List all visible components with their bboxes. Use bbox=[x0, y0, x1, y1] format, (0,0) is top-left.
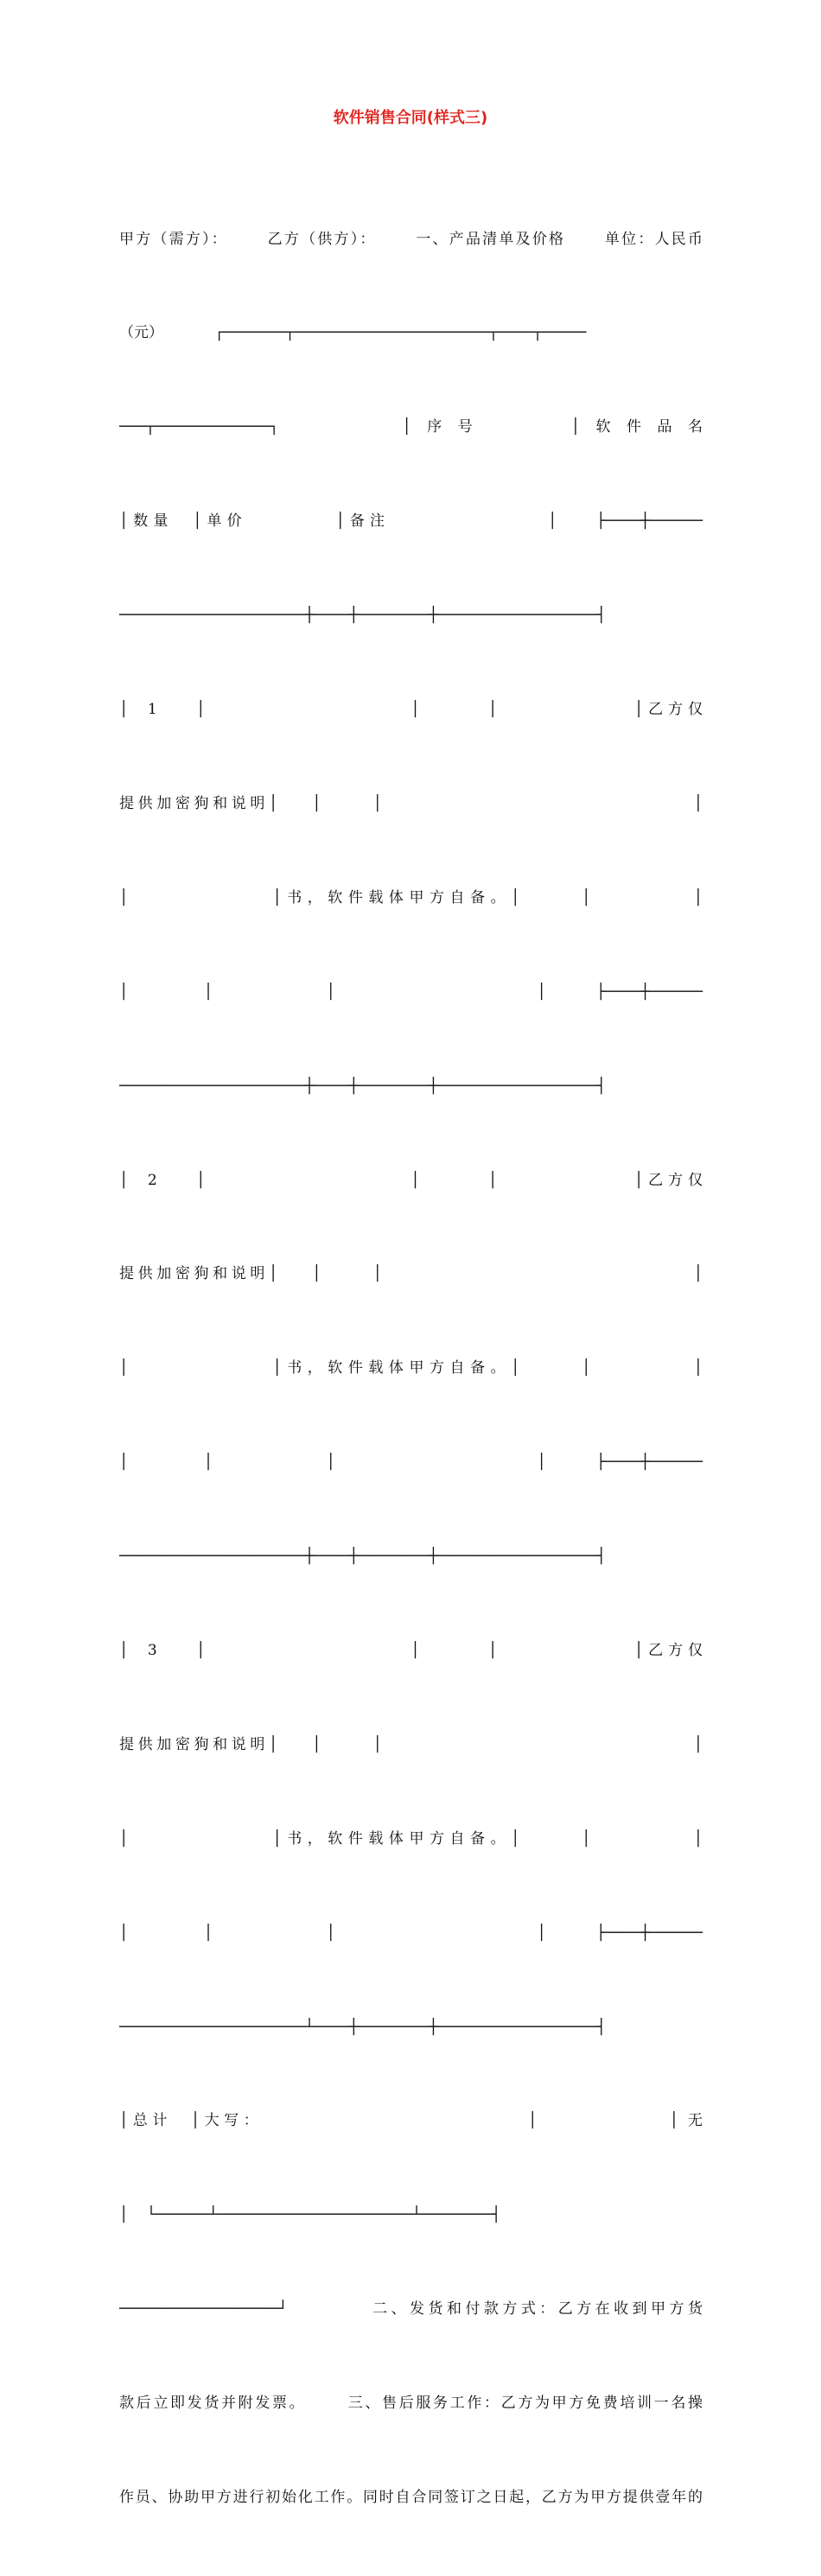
body-line-23: ──────────────────┘ 二、发货和付款方式：乙方在收到甲方货 bbox=[119, 2300, 703, 2318]
body-line-2: （元） ┌───────┬──────────────────────┬────┬───── bbox=[119, 324, 587, 342]
body-line-5: ─────────────────────┼────┼────────┼──────────────────┤ bbox=[119, 607, 606, 625]
body-line-11: │ 2 │ │ │ │乙方仅 bbox=[119, 1171, 703, 1189]
body-line-8: │ │书，软件载体甲方自备。│ │ │ bbox=[119, 888, 703, 906]
body-line-17: 提供加密狗和说明│ │ │ │ bbox=[119, 1735, 703, 1753]
body-line-16: │ 3 │ │ │ │乙方仅 bbox=[119, 1641, 703, 1659]
document-body bbox=[119, 161, 703, 2576]
body-line-10: ─────────────────────┼────┼────────┼──────────────────┤ bbox=[119, 1077, 606, 1095]
body-line-4: │数量 │单价 │备注 │ ├────┼────── bbox=[119, 512, 703, 531]
body-line-24: 款后立即发货并附发票。 三、售后服务工作：乙方为甲方免费培训一名操 bbox=[119, 2395, 703, 2413]
body-line-1: 甲方（需方）： 乙方（供方）： 一、产品清单及价格 单位：人民币 bbox=[119, 230, 703, 248]
body-line-15: ─────────────────────┼────┼────────┼──────────────────┤ bbox=[119, 1548, 606, 1566]
body-line-14: │ │ │ │ ├────┼────── bbox=[119, 1453, 703, 1472]
body-line-6: │ 1 │ │ │ │乙方仅 bbox=[119, 701, 703, 719]
body-line-13: │ │书，软件载体甲方自备。│ │ │ bbox=[119, 1359, 703, 1377]
body-line-9: │ │ │ │ ├────┼────── bbox=[119, 983, 703, 1001]
body-line-20: ─────────────────────┴────┼────────┼──────────────────┤ bbox=[119, 2018, 606, 2036]
body-line-21: │总计 │大写： │ │ 无 bbox=[119, 2112, 703, 2130]
body-line-19: │ │ │ │ ├────┼────── bbox=[119, 1924, 703, 1942]
body-line-7: 提供加密狗和说明│ │ │ │ bbox=[119, 794, 703, 812]
body-line-25: 作员、协助甲方进行初始化工作。同时自合同签订之日起，乙方为甲方提供壹年的 bbox=[119, 2488, 703, 2506]
document-title: 软件销售合同(样式三) bbox=[333, 109, 488, 127]
body-line-3: ───┬─────────────┐ │序号 │软件品名 bbox=[119, 418, 703, 436]
body-line-22: │ └──────┴──────────────────────┴────────┤ bbox=[119, 2206, 501, 2224]
body-line-12: 提供加密狗和说明│ │ │ │ bbox=[119, 1265, 703, 1283]
body-line-18: │ │书，软件载体甲方自备。│ │ │ bbox=[119, 1829, 703, 1848]
